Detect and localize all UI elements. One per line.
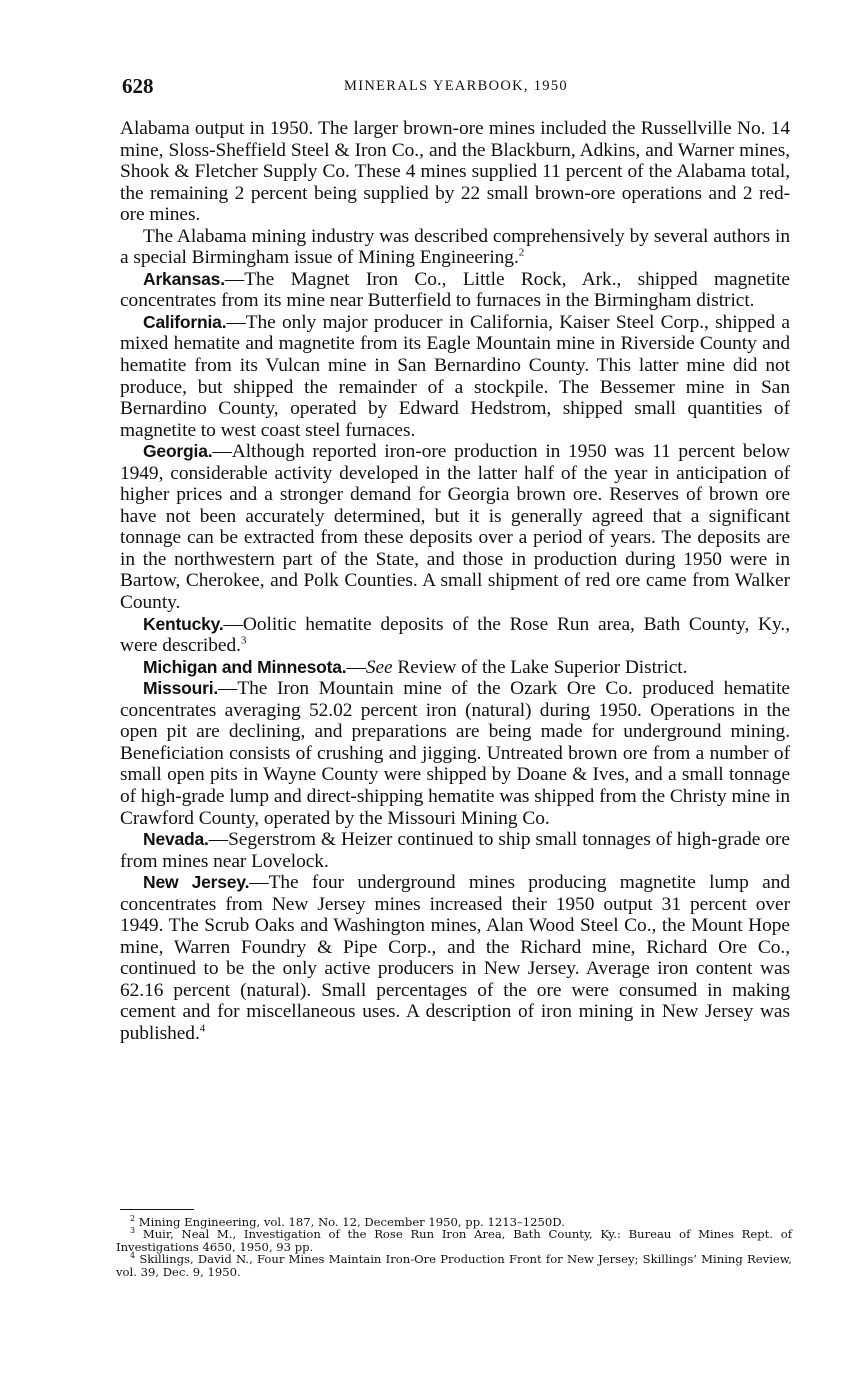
footnotes	[116, 1216, 792, 1278]
body-text	[120, 118, 790, 1045]
state-heading-georgia: Georgia.	[143, 441, 213, 462]
footnote-ref-2[interactable]: 2	[518, 246, 525, 259]
state-heading-kentucky: Kentucky.	[143, 613, 224, 634]
state-heading-arkansas: Arkansas.	[143, 268, 225, 289]
state-heading-california: California.	[143, 311, 227, 332]
paragraph-missouri: Missouri.—The Iron Mountain mine of the Ozark Ore Co. produced hematite concentrates averaging 52.02 percent iron (natural) during 1950. Operations in the open pit are declining, and preparations are being made for underground mining. Beneficiation consists of crushing and jigging. Untreated brown ore from a number of small open pits in Wayne County were shipped by Doane & Ives, and a small tonnage of high-grade lump and direct-shipping hematite was shipped from the Christy mine in Crawford County, operated by the Missouri Mining Co.	[120, 678, 790, 829]
paragraph-california: California.—The only major producer in California, Kaiser Steel Corp., shipped a mixed hematite and magnetite from its Eagle Mountain mine in Riverside County and hematite from its Vulcan mine in San Bernardino County. This latter mine did not produce, but shipped the remainder of a stockpile. The Bessemer mine in San Bernardino County, operated by Edward Hedstrom, shipped small quantities of magnetite to west coast steel furnaces.	[120, 311, 790, 441]
running-title: MINERALS YEARBOOK, 1950	[344, 78, 568, 94]
paragraph-nevada: Nevada.—Segerstrom & Heizer continued to ship small tonnages of high-grade ore from mines near Lovelock.	[120, 829, 790, 872]
footnote-divider	[120, 1209, 194, 1210]
footnote-3: $^3$ Muir, Neal M., Investigation of the Rose Run Iron Area, Bath County, Ky.: Bureau of Mines Rept. of Investigations 4650, 1950, 93 pp.	[116, 1226, 793, 1254]
paragraph-new-jersey: New Jersey.—The four underground mines producing magnetite lump and concentrates from New Jersey mines increased their 1950 output 31 percent over 1949. The Scrub Oaks and Washington mines, Alan Wood Steel Co., the Mount Hope mine, Warren Foundry & Pipe Corp., and the Richard mine, Richard Ore Co., continued to be the only active producers in New Jersey. Average iron content was 62.16 percent (natural). Small percentages of the ore were consumed in making cement and for miscellaneous uses. A description of iron mining in New Jersey was published.$^4$	[120, 872, 790, 1044]
see-reference: See	[365, 656, 393, 678]
paragraph-alabama-industry: The Alabama mining industry was described comprehensively by several authors in a special Birmingham issue of Mining Engineering.$^2$	[120, 225, 790, 269]
paragraph-arkansas: Arkansas.—The Magnet Iron Co., Little Rock, Ark., shipped magnetite concentrates from its mine near Butterfield to furnaces in the Birmingham district.	[120, 268, 790, 312]
paragraph-michigan-minnesota: Michigan and Minnesota.—See Review of the Lake Superior District.	[143, 656, 688, 678]
footnote-4: $^4$ Skillings, David N., Four Mines Maintain Iron-Ore Production Front for New Jersey; Skillings’ Mining Review, vol. 39, Dec. 9, 1950.	[116, 1251, 792, 1279]
footnote-2: $^2$ Mining Engineering, vol. 187, No. 12, December 1950, pp. 1213–1250D.	[130, 1214, 565, 1229]
page-header	[122, 74, 790, 104]
footnote-ref-4[interactable]: 4	[199, 1022, 206, 1035]
state-heading-nevada: Nevada.	[143, 829, 209, 850]
paragraph-alabama-output: Alabama output in 1950. The larger brown-ore mines included the Russellville No. 14 mine, Sloss-Sheffield Steel & Iron Co., and the Blackburn, Adkins, and Warner mines, Shook & Fletcher Supply Co. These 4 mines supplied 11 percent of the Alabama total, the remaining 2 percent being supplied by 22 small brown-ore operations and 2 red-ore mines.	[120, 118, 790, 226]
paragraph-kentucky: Kentucky.—Oolitic hematite deposits of the Rose Run area, Bath County, Ky., were described.$^3$	[120, 613, 790, 657]
state-heading-new-jersey: New Jersey.	[143, 872, 250, 893]
footnote-ref-3[interactable]: 3	[240, 634, 247, 647]
state-heading-michigan-minnesota: Michigan and Minnesota.	[143, 656, 347, 677]
paragraph-georgia: Georgia.—Although reported iron-ore production in 1950 was 11 percent below 1949, considerable activity developed in the latter half of the year in anticipation of higher prices and a stronger demand for Georgia brown ore. Reserves of brown ore have not been accurately determined, but it is generally agreed that a significant tonnage can be extracted from these deposits over a period of years. The deposits are in the northwestern part of the State, and those in production during 1950 were in Bartow, Cherokee, and Polk Counties. A small shipment of red ore came from Walker County.	[120, 441, 790, 614]
page-number: 628	[122, 74, 154, 98]
state-heading-missouri: Missouri.	[143, 678, 219, 699]
